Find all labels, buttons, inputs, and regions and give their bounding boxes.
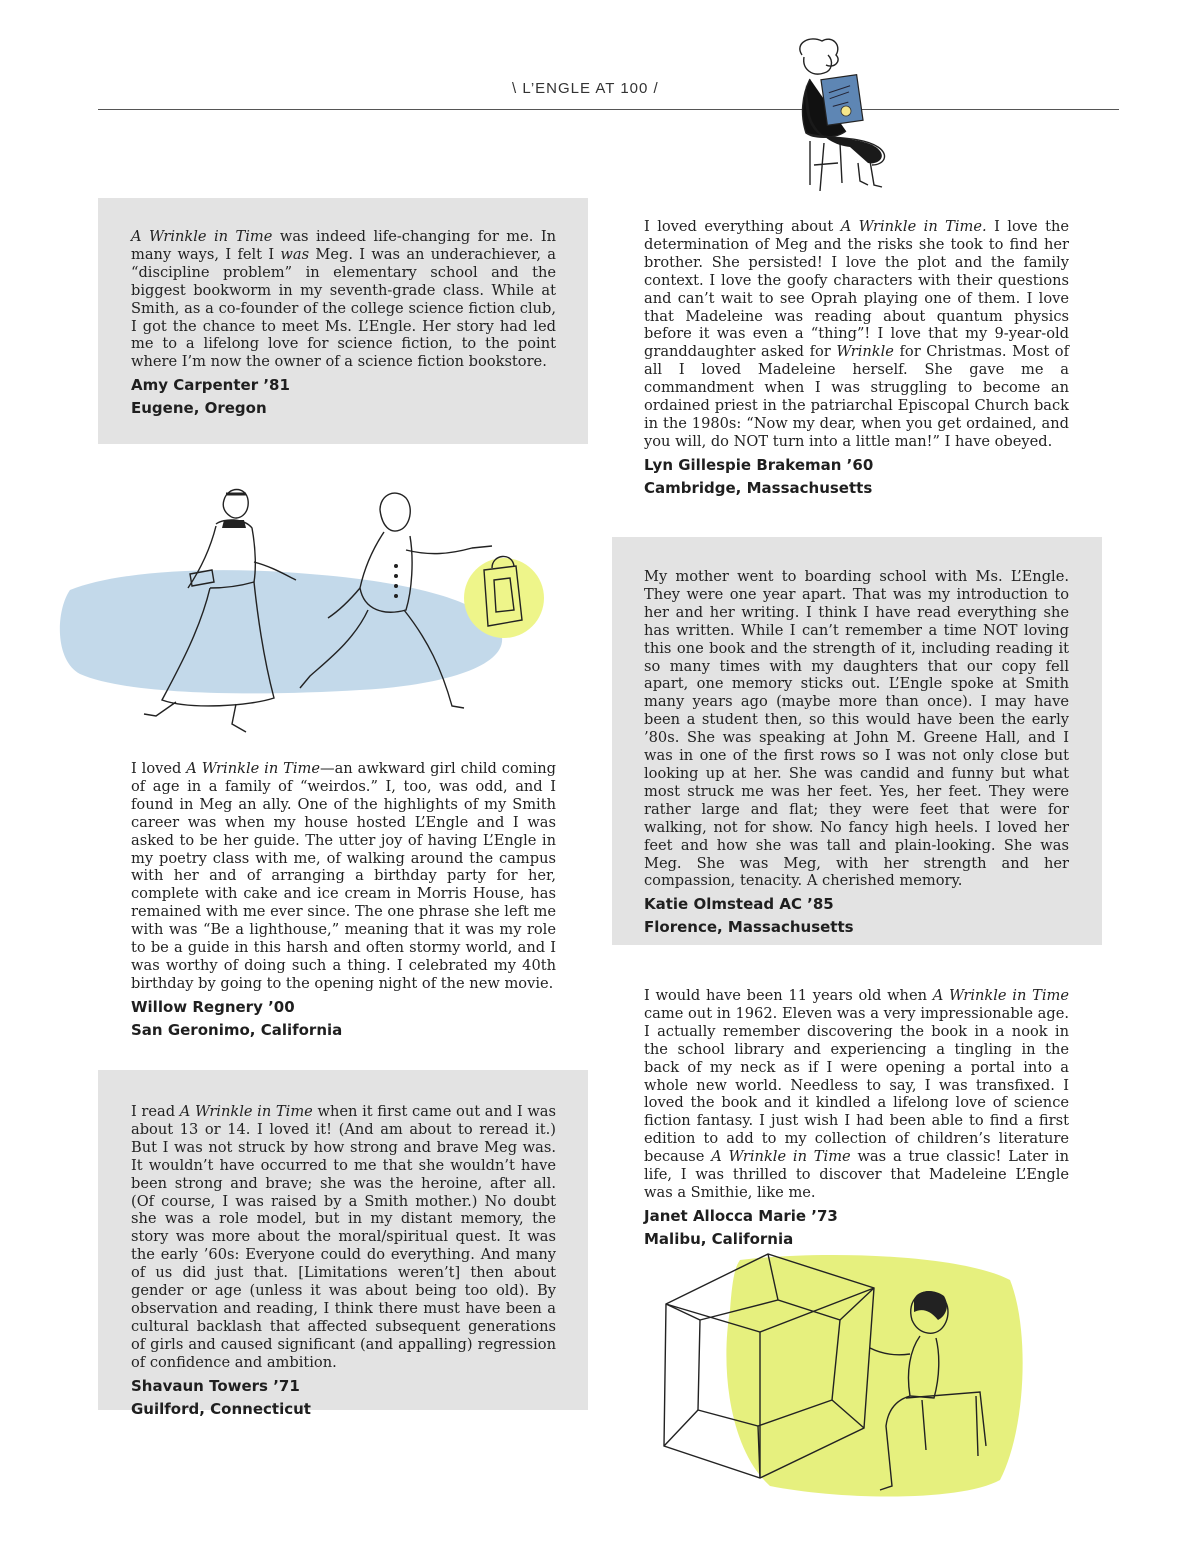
author-location: Malibu, California [644,1229,794,1248]
author-location: Eugene, Oregon [131,399,267,418]
header-rule [98,109,1119,110]
testimonial-katie [644,568,1069,939]
testimonial-text: I loved A Wrinkle in Time—an awkward girl child coming of age in a family of “weirdos.” I, too, was odd, and I found in Meg an ally. One of the highlights of my Smith career was when my house hosted L’Engle and I was asked to be her guide. The utter joy of having L’Engle in my poetry class with me, of walking around the campus with her and of arranging a birthday party for her, complete with cake and ice cream in Morris House, has remained with me ever since. The one phrase she left me with was “Be a lighthouse,” meaning that it was my role to be a guide in this harsh and often stormy world, and I was worthy of doing such a thing. I celebrated my 40th birthday by going to the opening night of the new movie. [131,760,556,992]
testimonial-janet [644,987,1069,1251]
author-name: Janet Allocca Marie ’73 [644,1206,838,1225]
girl-with-tesseract-illustration [660,1250,1040,1540]
testimonial-amy [131,228,556,420]
woman-reading-illustration [780,35,915,200]
author-name: Willow Regnery ’00 [131,997,295,1016]
testimonial-shavaun [131,1103,556,1421]
author-location: Guilford, Connecticut [131,1399,311,1418]
testimonial-willow [131,760,556,1042]
testimonial-text: I read A Wrinkle in Time when it first came out and I was about 13 or 14. I loved it! (And am about to reread it.) But I was not struck by how strong and brave Meg was. It wouldn’t have occurred to me that she wouldn’t have been strong and brave; she was the heroine, after all. (Of course, I was raised by a Smith mother.) No doubt she was a role model, but in my distant memory, the story was more about the moral/spiritual quest. It was the early ’60s: Everyone could do everything. And many of us did just that. [Limitations weren’t] then about gender or age (unless it was about being too old). By observation and reading, I think there must have been a cultural backlash that affected subsequent generations of girls and caused significant (and appalling) regression of confidence and ambition. [131,1103,557,1371]
author-name: Amy Carpenter ’81 [131,376,290,395]
author-location: San Geronimo, California [131,1020,343,1039]
testimonial-text: I would have been 11 years old when A Wrinkle in Time came out in 1962. Eleven was a very impressionable age. I actually remember discovering the book in a nook in the school library and experiencing a tingling in the back of my neck as if I were opening a portal into a whole new world. Needless to say, I was transfixed. I loved the book and it kindled a lifelong love of science fiction fantasy. I just wish I had been able to find a first edition to add to my collection of children’s literature because A Wrinkle in Time was a true classic! Later in life, I was thrilled to discover that Madeleine L’Engle was a Smithie, like me. [644,987,1069,1201]
author-location: Cambridge, Massachusetts [644,478,873,497]
testimonial-lyn [644,218,1069,500]
testimonial-text: A Wrinkle in Time was indeed life-changing for me. In many ways, I felt I was Meg. I was an underachiever, a “discipline problem” in elementary school and the biggest bookworm in my seventh-grade class. While at Smith, as a co-founder of the college science fiction club, I got the chance to meet Ms. L’Engle. Her story had led me to a lifelong love for science fiction, to the point where I’m now the owner of a science fiction bookstore. [131,228,556,371]
author-name: Katie Olmstead AC ’85 [644,895,834,914]
women-with-lantern-illustration [60,470,600,750]
section-title: \ L’ENGLE AT 100 / [512,80,659,97]
author-name: Lyn Gillespie Brakeman ’60 [644,455,874,474]
author-location: Florence, Massachusetts [644,918,854,937]
testimonial-text: My mother went to boarding school with Ms. L’Engle. They were one year apart. That was my introduction to her and her writing. I think I have read everything she has written. While I can’t remember a time NOT loving this one book and the strength of it, including reading it so many times with my daughters that our copy fell apart, one memory sticks out. L’Engle spoke at Smith many years ago (maybe more than once). I may have been a student then, so this would have been the early ’80s. She was speaking at John M. Greene Hall, and I was in one of the first rows so I was not only close but looking up at her. She was candid and funny but what most struck me was her feet. Yes, her feet. They were rather large and flat; they were feet that were for walking, not for show. No fancy high heels. I loved her feet and how she was tall and plain-looking. She was Meg. She was Meg, with her strength and her compassion, tenacity. A cherished memory. [644,568,1069,890]
author-name: Shavaun Towers ’71 [131,1376,300,1395]
testimonial-text: I loved everything about A Wrinkle in Time. I love the determination of Meg and the risks she took to find her brother. She persisted! I love the plot and the family context. I love the goofy characters with their questions and can’t wait to see Oprah playing one of them. I love that Madeleine was reading about quantum physics before it was even a “thing”! I love that my 9-year-old granddaughter asked for Wrinkle for Christmas. Most of all I loved Madeleine herself. She gave me a commandment when I was struggling to become an ordained priest in the patriarchal Episcopal Church back in the 1980s: “Now my dear, when you get ordained, and you will, do NOT turn into a little man!” I have obeyed. [644,218,1069,450]
